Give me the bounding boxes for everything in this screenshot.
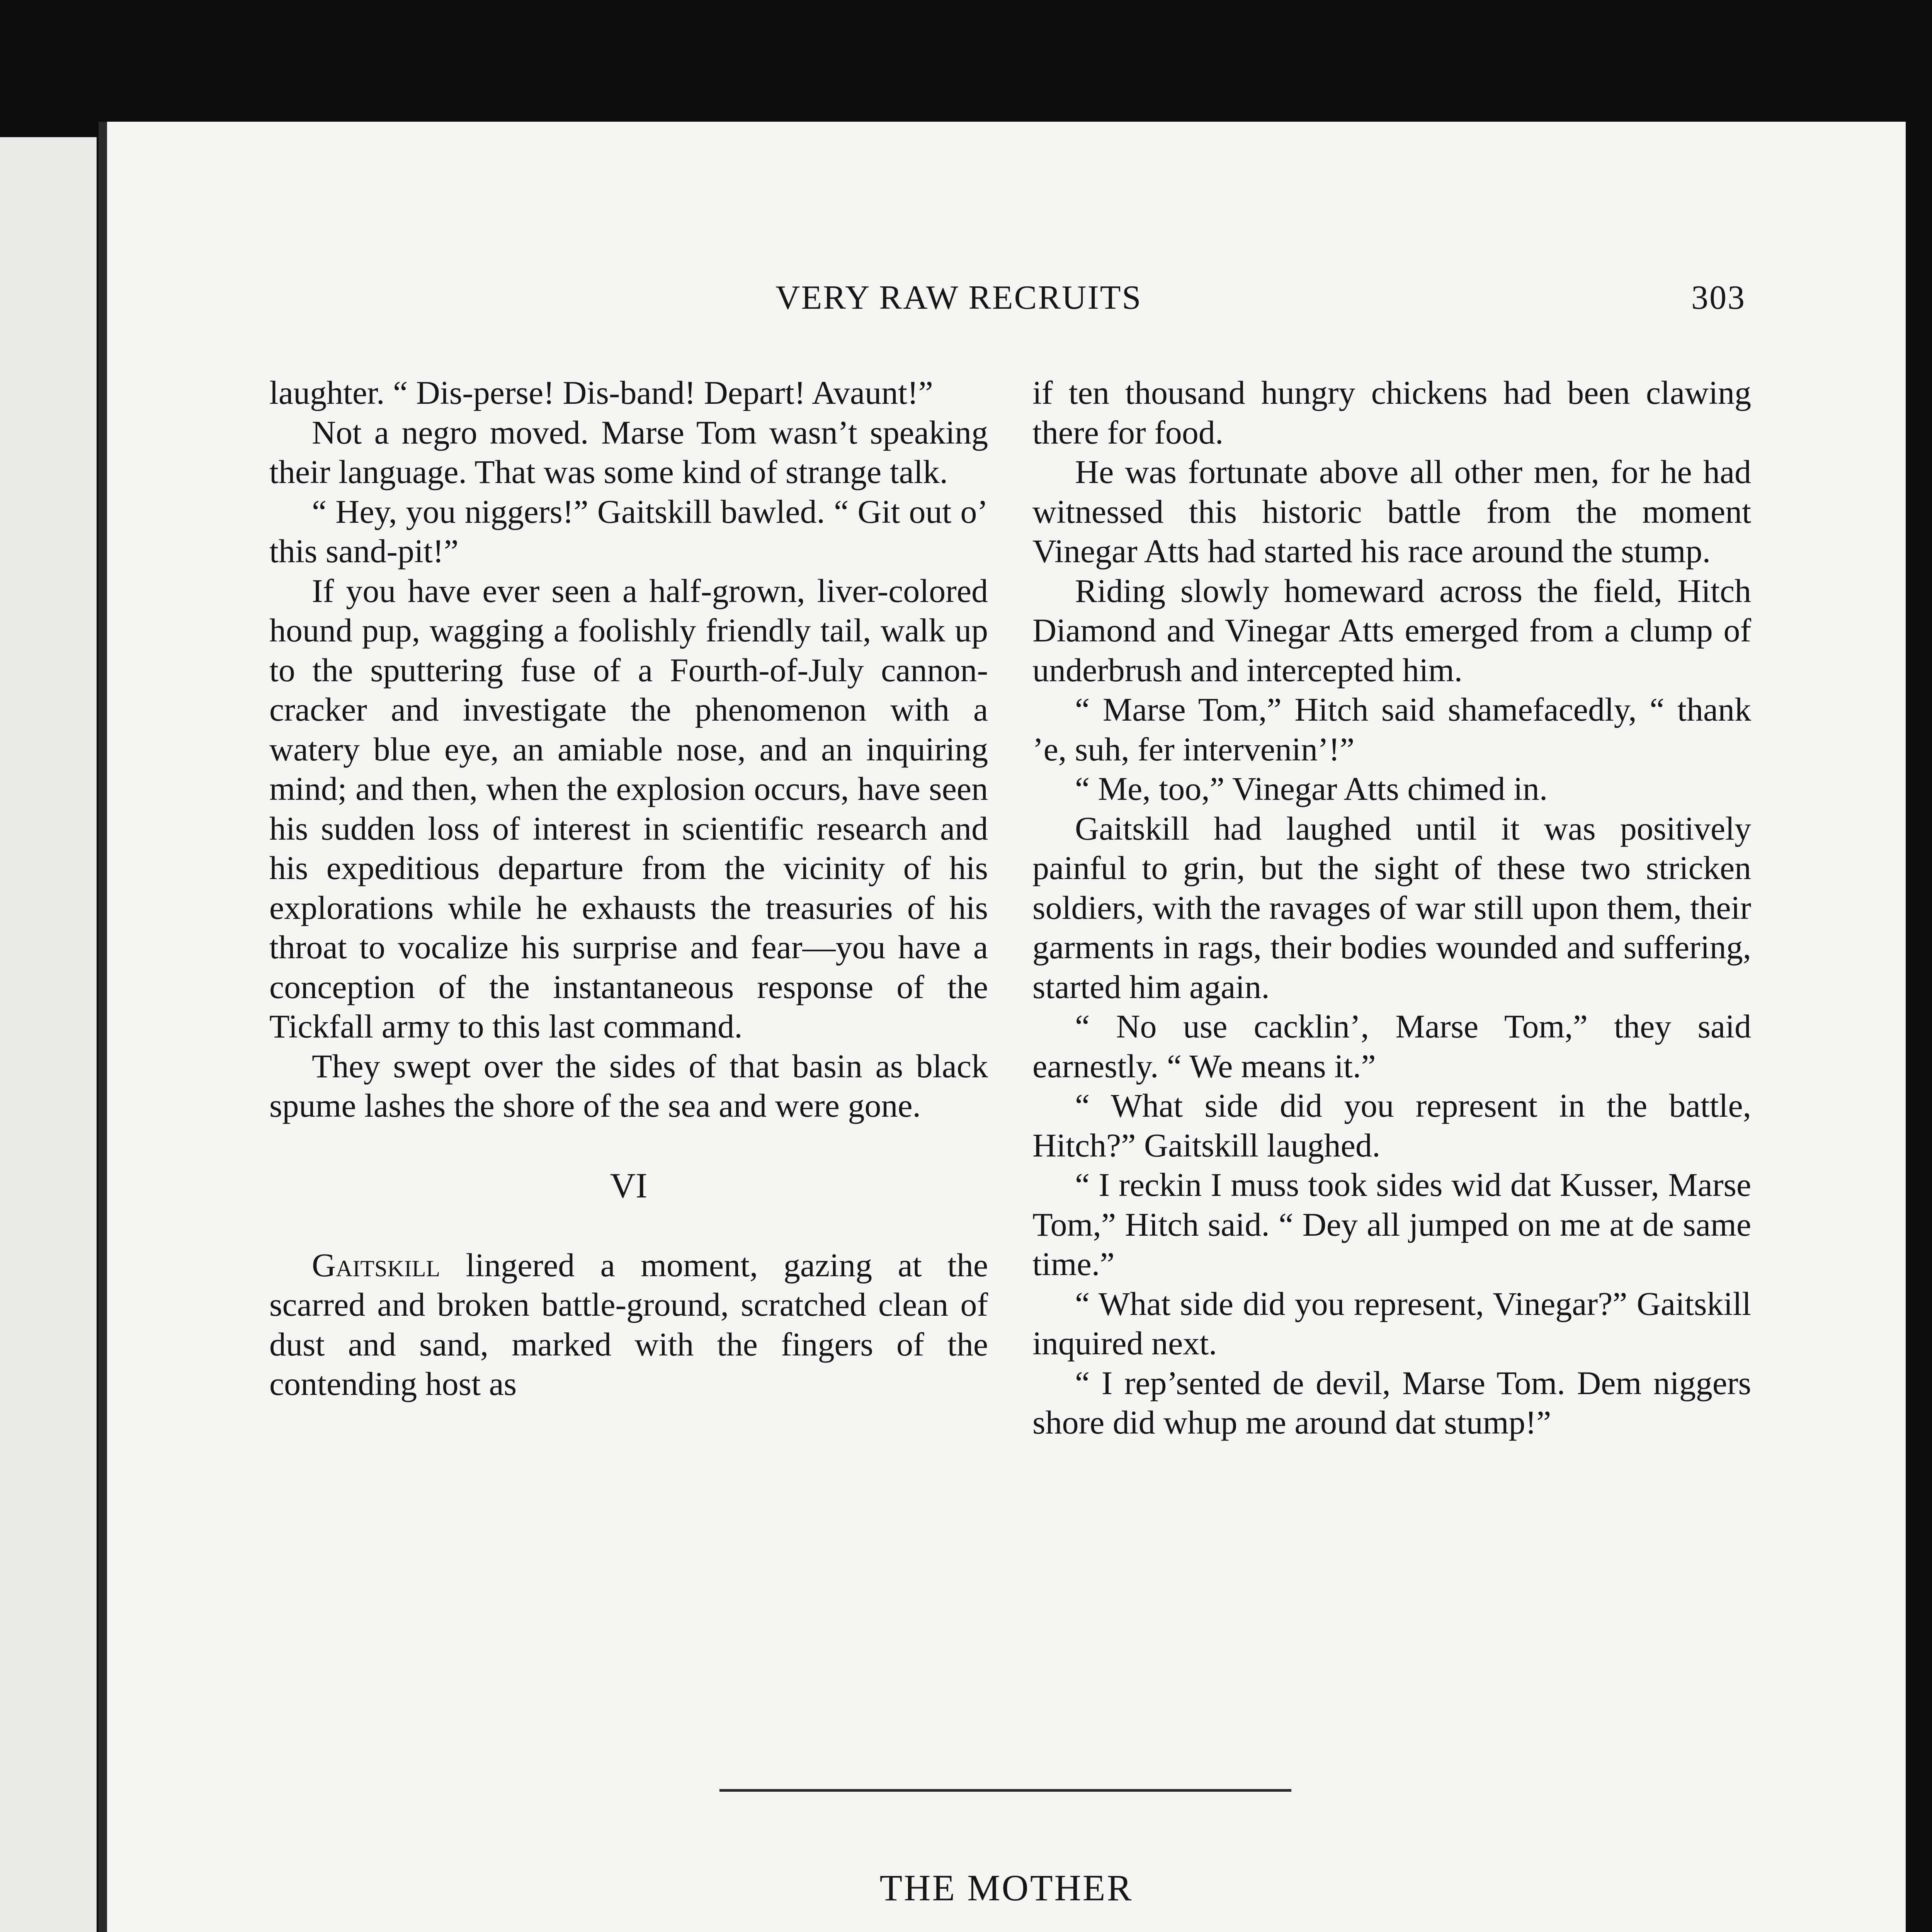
running-title: VERY RAW RECRUITS [776,279,1142,316]
page-number: 303 [1691,279,1746,316]
running-head [107,278,1906,325]
paragraph: laughter. “ Dis-perse! Dis-band! Depart! Avaunt!” [269,374,933,411]
paragraph: Riding slowly homeward across the field, Hitch Diamond and Vinegar Atts emerged from a clump of underbrush and intercepted him. [1032,572,1751,689]
paragraph: “ Hey, you niggers!” Gaitskill bawled. “ Git out o’ this sand-pit!” [269,493,988,570]
right-column [1032,373,1751,1442]
magazine-page [99,122,1906,1932]
paragraph: If you have ever seen a half-grown, liver-colored hound pup, wagging a foolishly friendly tail, walk up to the sputtering fuse of a Fourth-of-July cannoncracker and investigate the phenomenon with a watery blue eye, an amiable nose, and an inquiring mind; and then, when the explosion occurs, have seen his sudden loss of interest in scientific research and his expeditious departure from the vicinity of his explorations while he exhausts the treasuries of his throat to vocalize his surprise and fear—you have a conception of the instantaneous response of the Tickfall army to this last command. [269,572,988,1045]
previous-page-edge [0,137,97,1932]
paragraph: They swept over the sides of that basin as black spume lashes the shore of the sea and were gone. [269,1047,988,1124]
smallcaps-lead-word: Gaitskill [312,1246,440,1284]
paragraph: He was fortunate above all other men, for he had witnessed this historic battle from the moment Vinegar Atts had started his race around the stump. [1032,453,1751,570]
section-opening-text: lingered a moment, gazing at the scarred and broken battle-ground, scratched clean of dust and sand, marked with the fingers of the contending host as [269,1246,988,1402]
paragraph: “ What side did you represent, Vinegar?” Gaitskill inquired next. [1032,1285,1751,1362]
paragraph: Gaitskill had laughed until it was positively painful to grin, but the sight of these two stricken soldiers, with the ravages of war still upon them, their garments in rags, their bodies wounded and suffering, started him again. [1032,810,1751,1005]
divider-rule [719,1789,1291,1792]
section-opening-paragraph [269,1245,988,1404]
paragraph: “ What side did you represent in the battle, Hitch?” Gaitskill laughed. [1032,1087,1751,1164]
paragraph: “ Me, too,” Vinegar Atts chimed in. [1075,770,1548,807]
paragraph: “ No use cacklin’, Marse Tom,” they said earnestly. “ We means it.” [1032,1008,1751,1085]
left-column [269,373,988,1404]
paragraph: “ I rep’sented de devil, Marse Tom. Dem niggers shore did whup me around dat stump!” [1032,1364,1751,1441]
paragraph: Not a negro moved. Marse Tom wasn’t speaking their language. That was some kind of strange talk. [269,413,988,490]
paragraph: “ Marse Tom,” Hitch said shamefacedly, “ thank ’e, suh, fer intervenin’!” [1032,691,1751,768]
paragraph: “ I reckin I muss took sides wid dat Kusser, Marse Tom,” Hitch said. “ Dey all jumped on me at de same time.” [1032,1166,1751,1282]
section-heading: VI [610,1165,648,1205]
poem-title: THE MOTHER [879,1867,1133,1908]
paragraph: if ten thousand hungry chickens had been clawing there for food. [1032,374,1751,451]
